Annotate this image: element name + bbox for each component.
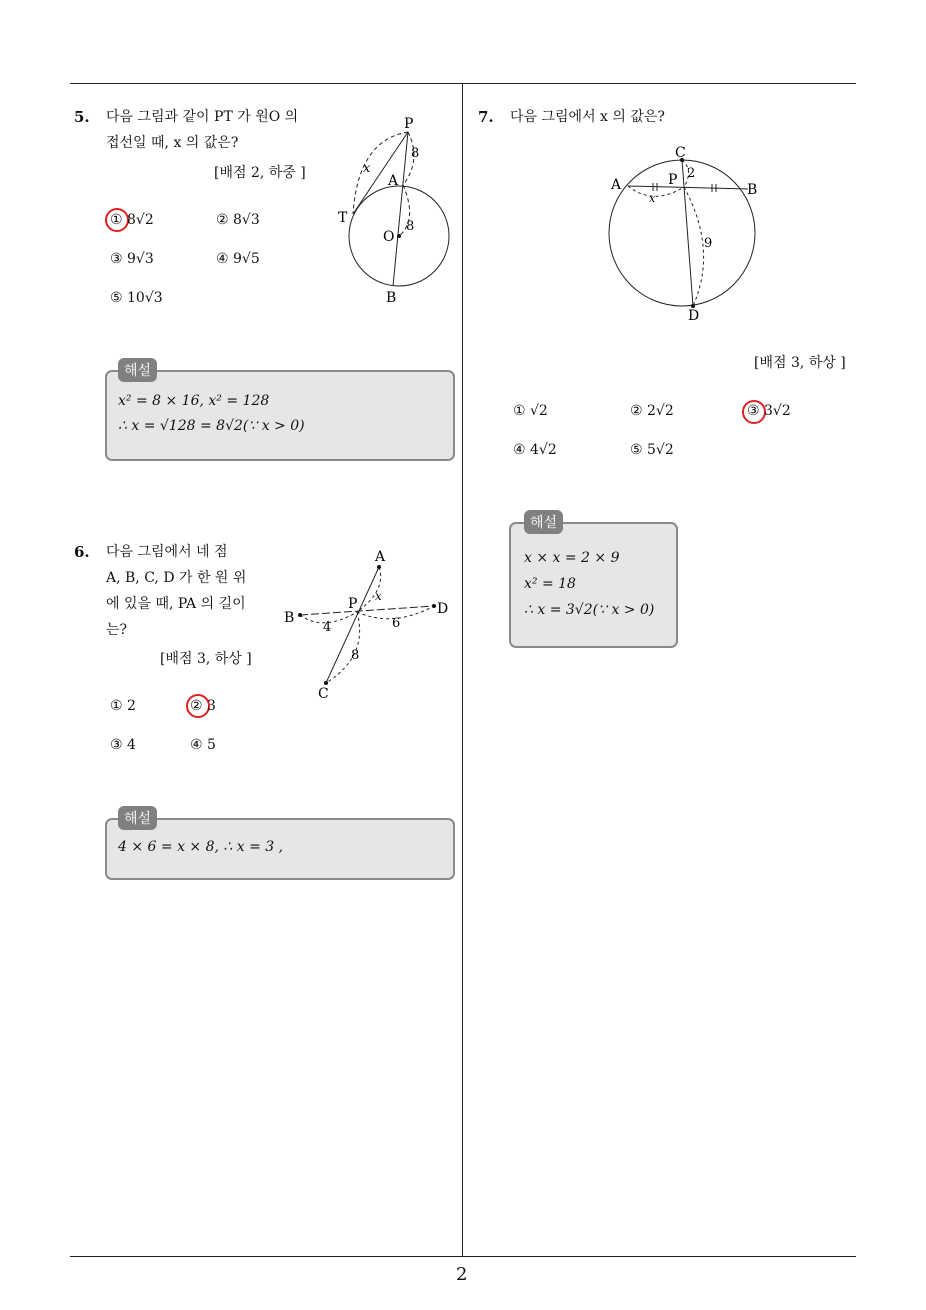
top-rule: [70, 83, 856, 84]
column-divider: [462, 83, 463, 1257]
fig-label: 2: [687, 166, 696, 181]
bottom-rule: [70, 1256, 856, 1257]
fig-label: T: [338, 210, 348, 226]
fig-label: D: [688, 308, 700, 324]
question-text: 는?: [106, 622, 128, 638]
choice-3[interactable]: ③ 3√2: [747, 403, 791, 419]
fig-label: B: [284, 610, 295, 626]
choice-2[interactable]: ② 2√2: [630, 403, 674, 419]
q5-figure: [330, 110, 460, 310]
solution-tag: 해설: [118, 806, 157, 830]
fig-label: B: [747, 182, 758, 198]
solution-tag: 해설: [524, 510, 563, 534]
solution-line: x² = 18: [524, 576, 576, 592]
fig-label: 8: [411, 146, 420, 161]
question-number: 5.: [74, 108, 90, 126]
choice-2[interactable]: ② 8√3: [216, 212, 260, 228]
question-text: 다음 그림에서 네 점: [106, 544, 228, 560]
fig-label: P: [404, 116, 414, 132]
fig-label: C: [675, 145, 686, 161]
solution-tag: 해설: [118, 358, 157, 382]
choice-1[interactable]: ① √2: [513, 403, 548, 419]
fig-label: A: [375, 549, 386, 565]
fig-label: x: [375, 589, 382, 603]
solution-line: 4 × 6 = x × 8, ∴ x = 3 ,: [118, 839, 284, 855]
choice-1[interactable]: ① 2: [110, 698, 136, 714]
solution-line: x² = 8 × 16, x² = 128: [118, 393, 270, 409]
fig-label: A: [388, 173, 399, 189]
choice-5[interactable]: ⑤ 10√3: [110, 290, 163, 306]
solution-line: ∴ x = 3√2(∵ x > 0): [524, 602, 655, 618]
score-meta: [배점 3, 하상 ]: [160, 651, 252, 667]
fig-label: O: [383, 229, 395, 245]
fig-label: P: [668, 172, 678, 188]
fig-label: 6: [392, 616, 401, 631]
fig-label: 9: [704, 236, 713, 251]
question-number: 7.: [478, 108, 494, 126]
page-number: 2: [456, 1264, 468, 1285]
solution-line: x × x = 2 × 9: [524, 550, 620, 566]
choice-3[interactable]: ③ 4: [110, 737, 136, 753]
fig-label: C: [318, 686, 329, 701]
fig-label: P: [348, 596, 358, 612]
fig-label: x: [649, 192, 656, 205]
score-meta: [배점 3, 하상 ]: [754, 355, 846, 371]
fig-label: x: [363, 161, 371, 176]
q7-figure: [598, 140, 778, 325]
question-number: 6.: [74, 543, 90, 561]
choice-5[interactable]: ⑤ 5√2: [630, 442, 674, 458]
q6-figure: [283, 546, 455, 701]
fig-label: A: [611, 177, 622, 193]
fig-label: 8: [406, 219, 415, 234]
solution-line: ∴ x = √128 = 8√2(∵ x > 0): [118, 418, 305, 434]
score-meta: [배점 2, 하중 ]: [214, 165, 306, 181]
choice-1[interactable]: ① 8√2: [110, 212, 154, 228]
choice-4[interactable]: ④ 5: [190, 737, 216, 753]
question-text: 접선일 때, x 의 값은?: [106, 135, 239, 151]
question-text: 다음 그림에서 x 의 값은?: [510, 109, 665, 125]
fig-label: 4: [323, 620, 332, 635]
fig-label: D: [437, 601, 449, 617]
solution-box: [105, 370, 455, 461]
choice-4[interactable]: ④ 9√5: [216, 251, 260, 267]
choice-2[interactable]: ② 3: [190, 698, 216, 714]
choice-4[interactable]: ④ 4√2: [513, 442, 557, 458]
fig-label: B: [386, 290, 397, 306]
fig-label: 8: [351, 648, 360, 663]
question-text: A, B, C, D 가 한 원 위: [106, 570, 247, 586]
choice-3[interactable]: ③ 9√3: [110, 251, 154, 267]
question-text: 다음 그림과 같이 PT 가 원O 의: [106, 109, 299, 125]
question-text: 에 있을 때, PA 의 길이: [106, 596, 246, 612]
